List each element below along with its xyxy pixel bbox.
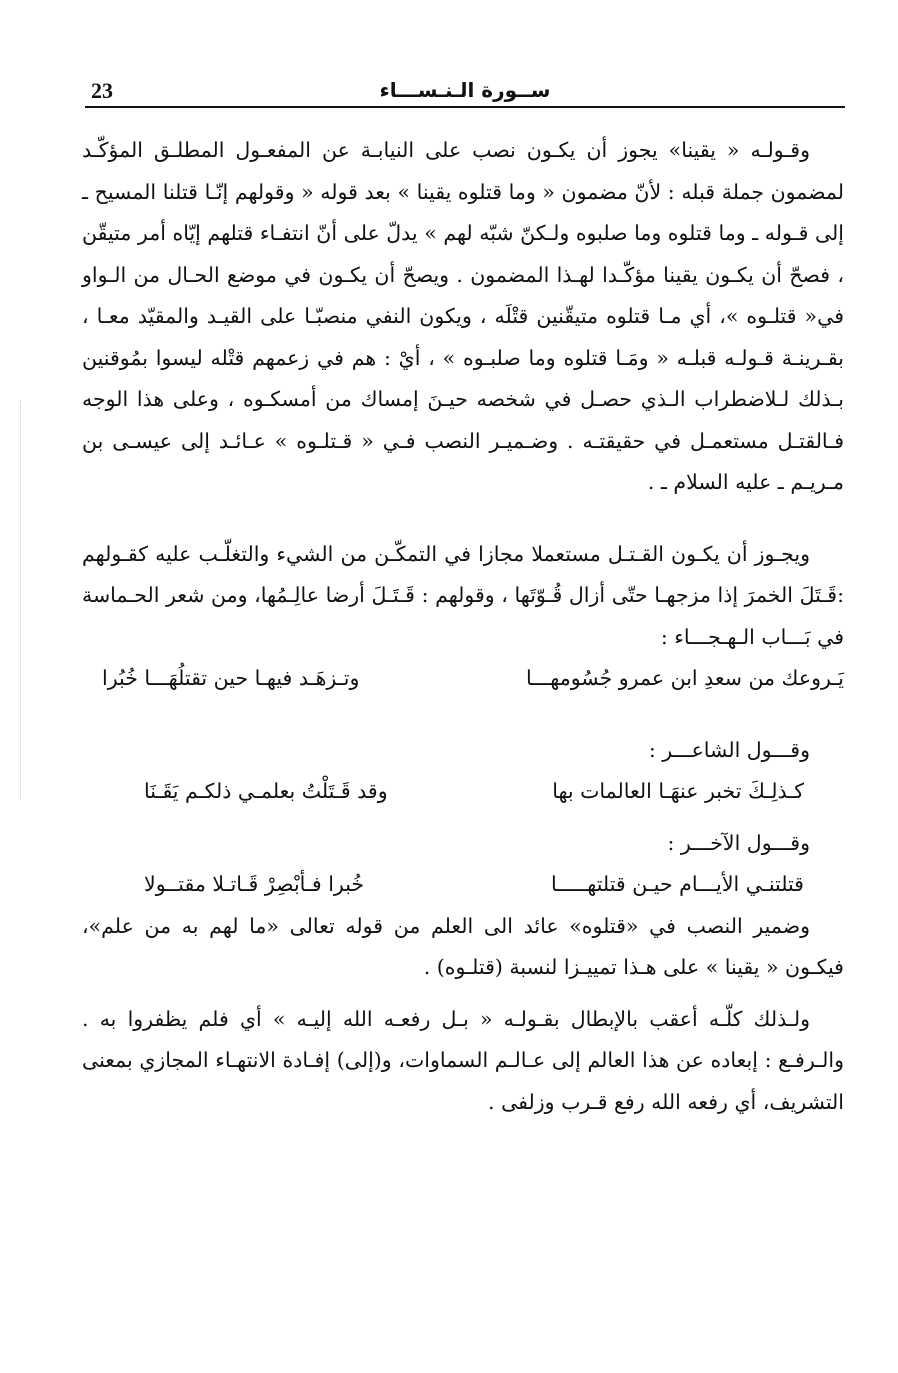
paragraph-gap xyxy=(82,989,844,999)
verse-3-hemistich-right: قتلتنـي الأيـــام حيـن قتلتهـــــا xyxy=(551,872,804,896)
verse-1 xyxy=(82,658,844,700)
verse-3-intro: وقـــول الآخـــر : xyxy=(667,830,810,855)
verse-3-hemistich-left: خُبرا فـأبْصِرْ قَـاتـلا مقتــولا xyxy=(144,872,365,896)
verse-gap xyxy=(82,813,844,823)
verse-3 xyxy=(82,864,844,906)
verse-gap xyxy=(82,700,844,730)
verse-1-hemistich-left: وتـزهَـد فيهـا حين تقتلُهَـــا خُبُرا xyxy=(102,666,360,690)
verse-1-hemistich-right: يَـروعك من سعدِ ابن عمرو جُسُومهـــا xyxy=(526,666,844,690)
main-text xyxy=(82,130,844,1123)
verse-2 xyxy=(82,771,844,813)
verse-2-hemistich-left: وقد قَـتَلْتُ بعلمـي ذلكـم يَقَـنَا xyxy=(144,779,388,803)
paragraph-3: وضمير النصب في «قتلوه» عائد الى العلم من قوله تعالى «ما لهم به من علم»، فيكـون « يقينا » على هـذا تمييـزا لنسبة (قتلـوه) . xyxy=(82,913,844,979)
page-number: 23 xyxy=(91,78,113,103)
paragraph-1: وقـولـه « يقينا» يجوز أن يكـون نصب على النيابـة عن المفعـول المطلـق المؤكّـد لمضمون جملة قبله : لأنّ مضمون « وما قتلوه يقينا » بعد قوله « وقولهم إنّـا قتلنا المسيح ـ إلى قـوله ـ وما قتلوه وما صلبوه ولـكنّ شبّه لهم » يدلّ على أنّ انتفـاء قتلهم إيّاه أمر متيقّن ، فصحّ أن يكـون يقينا مؤكّـدا لهـذا المضمون . ويصحّ أن يكـون في موضع الحـال من الـواو في« قتلـوه »، أي مـا قتلوه متيقّنين قتْلَه ، ويكون النفي منصبّـا على القيـد والمقيّد معـا ، بقـرينـة قـولـه قبلـه « ومَـا قتلوه وما صلبـوه » ، أيْ : هم في زعمهم قتْله ليسوا بمُوقنين بـذلك لـلاضطراب الـذي حصـل في شخصه حيـنَ إمساك من أمسكـوه ، وعلى هذا الوجه فـالقتـل مستعمـل في حقيقتـه . وضـميـر النصب فـي « قـتلـوه » عـائـد إلى عيسـى بن مـريـم ـ عليه السلام ـ . xyxy=(82,138,844,494)
paragraph-4: ولـذلك كلّـه أعقب بالإبطال بقـولـه « بـل رفعـه الله إليـه » أي فلم يظفروا به . والـرفـع : إبعاده عن هذا العالم إلى عـالـم السماوات، و(إلى) إفـادة الانتهـاء المجازي بمعنى التشريف، أي رفعه الله رفع قـرب وزلفى . xyxy=(82,1006,844,1114)
paragraph-gap xyxy=(82,504,844,534)
header-rule xyxy=(85,106,845,108)
page-header xyxy=(85,68,845,108)
margin-dots xyxy=(20,400,21,800)
running-title: ســورة الـنـســـاء xyxy=(379,78,551,102)
paragraph-2: ويجـوز أن يكـون القـتـل مستعملا مجازا في التمكّـن من الشيء والتغلّـب عليه كقـولهم :قَـتَلَ الخمرَ إذا مزجهـا حتّى أزال قُـوّتَها ، وقولهم : قَـتَـلَ أرضا عالِـمُها، ومن شعر الحـماسة في بَـــاب الـهـجـــاء : xyxy=(82,541,844,649)
verse-2-intro: وقـــول الشاعـــر : xyxy=(648,737,810,762)
verse-2-hemistich-right: كـذلِـكَ تخبر عنهَـا العالمات بها xyxy=(552,779,804,803)
